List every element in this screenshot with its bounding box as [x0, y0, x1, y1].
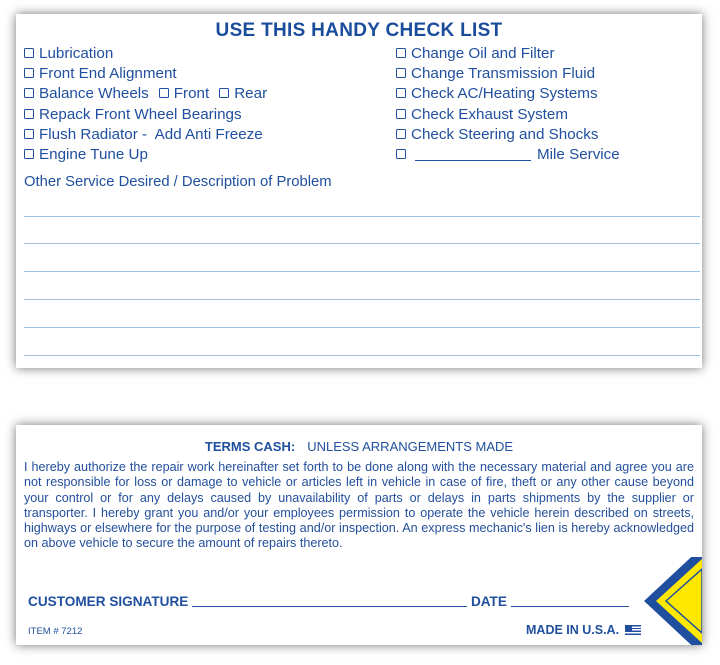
check-item-oil[interactable]: Change Oil and Filter — [396, 44, 620, 64]
date-line[interactable] — [511, 594, 629, 607]
checkbox[interactable] — [396, 68, 406, 78]
customer-signature-label: CUSTOMER SIGNATURE — [28, 594, 189, 609]
check-item-repack[interactable]: Repack Front Wheel Bearings — [24, 105, 267, 125]
writing-line[interactable] — [24, 327, 700, 328]
signature-row — [28, 594, 629, 609]
item-number: ITEM # 7212 — [28, 626, 83, 637]
checkbox[interactable] — [24, 88, 34, 98]
terms-unless-label: UNLESS ARRANGEMENTS MADE — [307, 439, 514, 454]
checklist-right-column — [396, 44, 620, 165]
writing-line[interactable] — [24, 355, 700, 356]
writing-line[interactable] — [24, 216, 700, 217]
writing-line[interactable] — [24, 243, 700, 244]
rear-label: Rear — [234, 85, 268, 103]
signature-line[interactable] — [192, 594, 467, 607]
authorization-text: I hereby authorize the repair work hereinafter set forth to be done along with the necessary material and agree you are not responsible for loss or damage to vehicle or articles left in vehicle in case of fire, theft or any other cause beyond your control or for any delays caused by unavailability of parts or delays in parts shipments by the supplier or transporter. I hereby grant you and/or your employees permission to operate the vehicle herein described on streets, highways or elsewhere for the purpose of testing and/or inspection. An express mechanic's lien is hereby acknowledged on above vehicle to secure the amount of repairs thereto. — [24, 460, 694, 551]
front-label: Front — [173, 85, 210, 103]
made-in-usa: MADE IN U.S.A. — [526, 623, 641, 637]
checkbox[interactable] — [24, 68, 34, 78]
terms-cash-label: TERMS CASH: — [204, 439, 296, 454]
checkbox[interactable] — [24, 149, 34, 159]
check-item-exhaust[interactable]: Check Exhaust System — [396, 105, 620, 125]
checkbox[interactable] — [396, 149, 406, 159]
check-item-front-end-alignment[interactable]: Front End Alignment — [24, 64, 267, 84]
checkbox[interactable] — [24, 48, 34, 58]
checkbox[interactable] — [396, 88, 406, 98]
date-label: DATE — [470, 594, 507, 609]
checklist-title: USE THIS HANDY CHECK LIST — [215, 20, 503, 41]
terms-heading — [16, 439, 702, 454]
check-item-ac-heating[interactable]: Check AC/Heating Systems — [396, 84, 620, 104]
check-item-engine-tune-up[interactable]: Engine Tune Up — [24, 145, 267, 165]
checkbox[interactable] — [396, 109, 406, 119]
checkbox-rear[interactable] — [219, 88, 229, 98]
checkbox[interactable] — [396, 129, 406, 139]
check-item-steering[interactable]: Check Steering and Shocks — [396, 125, 620, 145]
check-item-flush-radiator[interactable]: Flush Radiator - Add Anti Freeze — [24, 125, 267, 145]
writing-line[interactable] — [24, 271, 700, 272]
other-service-label: Other Service Desired / Description of Problem — [24, 174, 332, 190]
check-item-mile-service[interactable]: Mile Service — [396, 145, 620, 165]
checkbox-front[interactable] — [159, 88, 169, 98]
terms-card — [16, 425, 702, 645]
check-item-lubrication[interactable]: Lubrication — [24, 44, 267, 64]
checklist-card — [16, 14, 702, 368]
check-item-balance-wheels[interactable]: Balance Wheels Front Rear — [24, 84, 267, 104]
corner-diamond-icon — [644, 557, 702, 645]
checkbox[interactable] — [24, 129, 34, 139]
checkbox[interactable] — [24, 109, 34, 119]
checklist-left-column — [24, 44, 267, 165]
check-item-transmission[interactable]: Change Transmission Fluid — [396, 64, 620, 84]
us-flag-icon — [625, 625, 641, 635]
checkbox[interactable] — [396, 48, 406, 58]
mile-blank-field[interactable] — [415, 147, 531, 161]
writing-line[interactable] — [24, 299, 700, 300]
